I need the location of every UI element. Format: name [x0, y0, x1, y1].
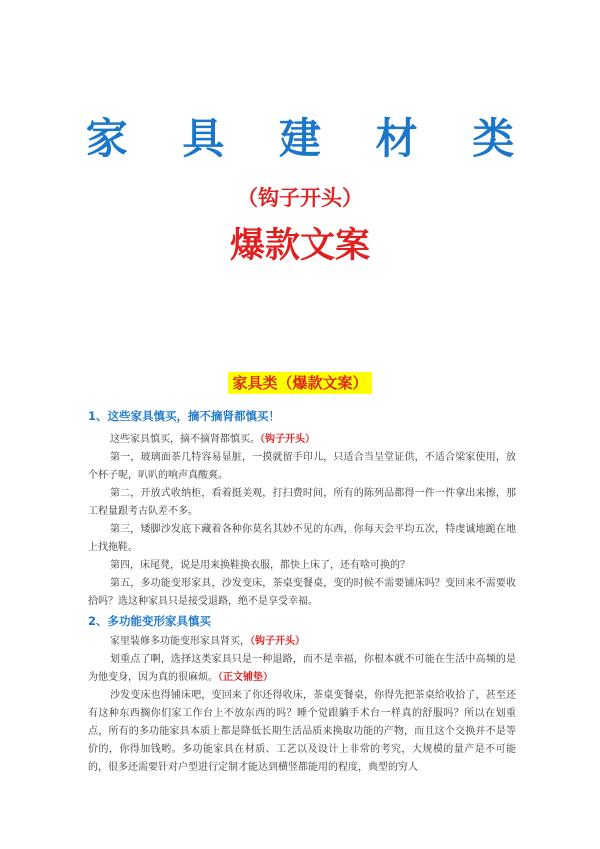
hook-subtitle: （钩子开头）: [237, 186, 363, 210]
paragraph: 第二，开放式收纳柜，看着挺美观，打扫费时间，所有的陈列品都得一件一件拿出来擦，那工程量跟考古队差不多。: [88, 488, 516, 517]
paragraph: 第四，床尾凳，说是用来换鞋换衣服，都快上床了，还有啥可换的？: [110, 560, 410, 571]
section-body-1: [88, 431, 516, 611]
section-body-2: [88, 633, 516, 777]
banner-wrap: [0, 372, 600, 394]
section-heading-2: 2、多功能变形家具慎买: [88, 614, 212, 628]
paragraph: 沙发变床也得铺床吧，变回来了你还得收床，茶桌变餐桌，你得先把茶桌给收拾了，甚至还有这种东西搁你们家工作台上不放东西的吗？睡个觉跟躺手术台一样真的舒服吗？所以在划重点，所有的多功能家具本质上都是降低长期生活品质来换取功能的产物，而且这个交换并不是等价的，你得加钱哟。多功能家具在材质、工艺以及设计上非常的考究，大规模的量产是不可能的，很多还需要针对户型进行定制才能达到横竖都能用的程度，典型的穷人: [88, 690, 516, 773]
hot-copy-title: 爆款文案: [229, 226, 370, 266]
document-title: 家 具 建 材 类: [85, 114, 535, 163]
paragraph: 第三，矮脚沙发底下藏着各种你莫名其妙不见的东西，你每天会平均五次，特虔诚地跪在地上找拖鞋。: [88, 524, 516, 553]
paragraph: 划重点了啊，选择这类家具只是一种退路，而不是幸福，你根本就不可能在生活中高频的是为他变身，因为真的很麻烦。（正文铺垫）: [88, 654, 516, 683]
paragraph: 这些家具慎买，摘不摘肾都慎买。（钩子开头）: [110, 434, 315, 445]
red-tag: （钩子开头）: [260, 434, 315, 445]
section-heading-1: 1、这些家具慎买，摘不摘肾都慎买！: [88, 409, 280, 423]
paragraph: 第一，玻璃面茶几特容易显脏，一摸就留手印儿，只适合当呈堂证供，不适合梁家使用，放个杯子呢，叭叭的响声真酸爽。: [88, 452, 516, 481]
red-tag: （正文铺垫）: [218, 672, 273, 683]
red-tag: （钩子开头）: [250, 636, 305, 647]
category-banner: 家具类（爆款文案）: [228, 372, 371, 394]
paragraph: 家里装修多功能变形家具肾买，（钩子开头）: [110, 636, 305, 647]
paragraph: 第五，多功能变形家具，沙发变床，茶桌变餐桌，变的时候不需要铺床吗？变回来不需要收拾吗？选这种家具只是接受退路，绝不是享受幸福。: [88, 578, 516, 607]
